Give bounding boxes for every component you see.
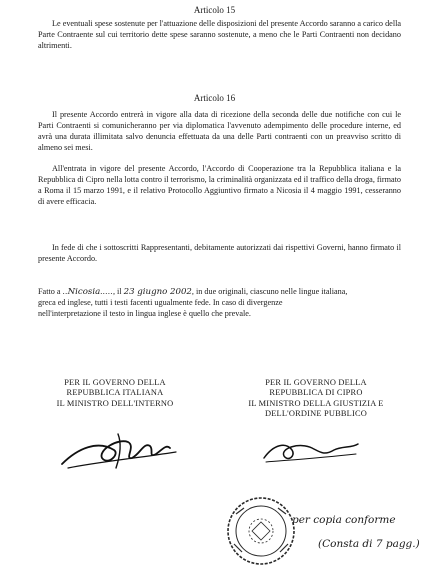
page-count-note: (Consta di 7 pagg.) [318, 538, 420, 550]
handwritten-date: 23 giugno 2002 [123, 287, 192, 297]
signatory-italy-line-3: IL MINISTRO DELL'INTERNO [56, 398, 174, 408]
date-prefix: , il [112, 287, 122, 296]
witness-clause: In fede di che i sottoscritti Rappresentanti, debitamente autorizzati dai rispettivi Governi, hanno firmato il presente Accordo. [38, 243, 401, 263]
signatory-cyprus [228, 378, 404, 420]
article-16-paragraph-2: All'entrata in vigore del presente Accordo, l'Accordo di Cooperazione tra la Repubblica italiana e la Repubblica di Cipro nella lotta contro il terrorismo, la criminalità organizzata ed il traffico della droga, firmato a Roma il 15 marzo 1991, e il relativo Protocollo Aggiuntivo firmato a Nicosia il 4 maggio 1991, cesseranno di avere efficacia. [38, 164, 402, 206]
signature-italy [58, 428, 188, 476]
signatory-cyprus-line-3: IL MINISTRO DELLA GIUSTIZIA E [248, 398, 384, 408]
article-15-heading: Articolo 15 [193, 5, 236, 15]
article-15-text: Le eventuali spese sostenute per l'attuazione delle disposizioni del presente Accordo saranno a carico della Parte Contraente sul cui territorio dette spese saranno sostenute, a meno che le Parti Contraenti non decidano altrimenti. [38, 19, 401, 50]
signature-cyprus [260, 436, 380, 472]
signatory-cyprus-line-2: REPUBBLICA DI CIPRO [269, 388, 363, 398]
signatory-italy [40, 378, 190, 409]
done-at-clause [38, 287, 401, 320]
done-at-line-1-rest: , in due originali, ciascuno nelle lingue italiana, [191, 287, 348, 296]
official-seal-icon [224, 494, 298, 568]
signatory-cyprus-line-4: DELL'ORDINE PUBBLICO [264, 409, 368, 419]
signatory-italy-line-2: REPUBBLICA ITALIANA [66, 388, 164, 398]
article-16-paragraph-1: Il presente Accordo entrerà in vigore alla data di ricezione della seconda delle due notifiche con cui le Parti Contraenti si comunicheranno per via diplomatica l'avvenuto adempimento delle procedure interne, ed avrà una durata illimitata salvo denuncia effettuata da una delle Parti contraenti con un preavviso scritto di almeno sei mesi. [38, 110, 401, 152]
article-16-heading: Articolo 16 [193, 93, 236, 103]
signatory-italy-line-1: PER IL GOVERNO DELLA [64, 378, 166, 387]
signatory-cyprus-line-1: PER IL GOVERNO DELLA [265, 378, 367, 387]
certified-copy-stamp: per copia conforme [292, 514, 396, 526]
handwritten-place: Nicosia [67, 287, 101, 297]
done-at-prefix: Fatto a [38, 287, 61, 296]
done-at-line-2: greca ed inglese, tutti i testi facenti ugualmente fede. In caso di divergenze [38, 297, 283, 307]
done-at-line-3: nell'interpretazione il testo in lingua inglese è quello che prevale. [38, 308, 251, 318]
done-at-line-1: Fatto a ..Nicosia....., il 23 giugno 2002, in due originali, ciascuno nelle lingue italiana, [38, 287, 348, 297]
